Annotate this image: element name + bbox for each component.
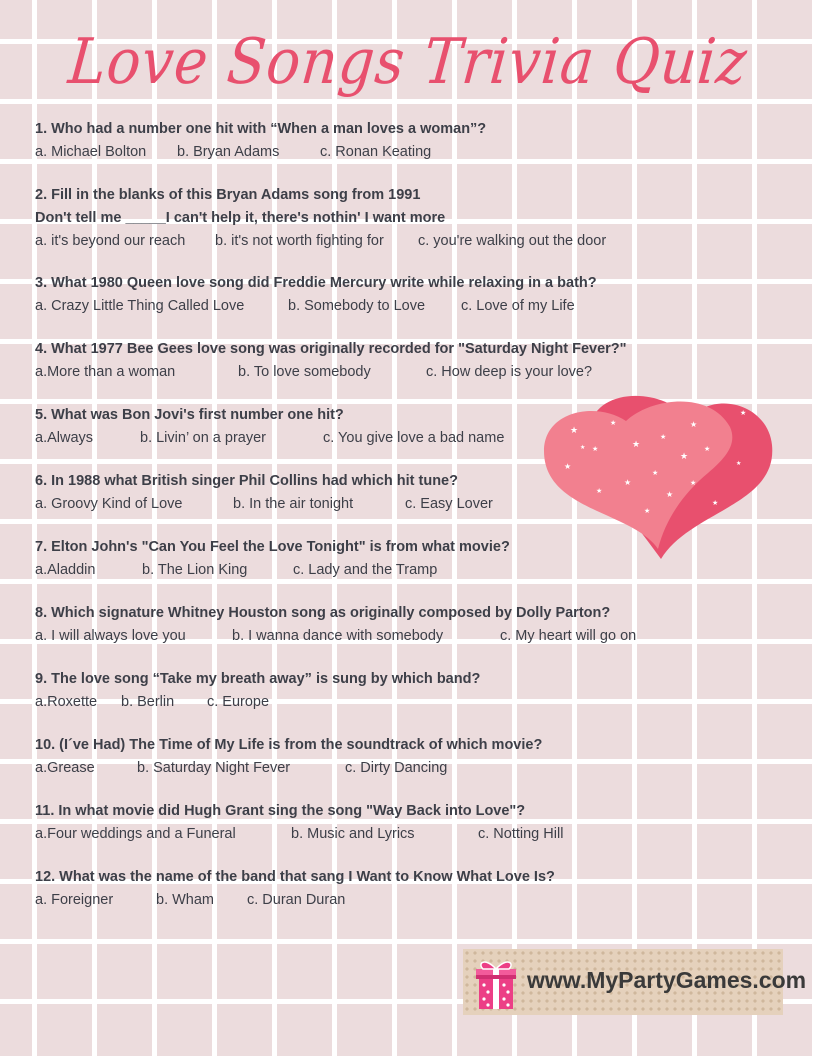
answer-options — [35, 823, 563, 846]
svg-text:★: ★ — [592, 446, 599, 453]
svg-text:★: ★ — [580, 445, 586, 451]
option-b: b. Wham — [156, 892, 215, 908]
question-text: 9. The love song “Take my breath away” is sung by which band? — [35, 671, 481, 687]
option-b: b. I wanna dance with somebody — [232, 628, 444, 644]
option-a: a. Foreigner — [35, 892, 114, 908]
answer-options — [35, 625, 636, 648]
option-a: a.Always — [35, 430, 94, 446]
option-b: b. it's not worth fighting for — [215, 233, 384, 249]
question-2 — [35, 184, 606, 253]
option-c: c. You give love a bad name — [323, 430, 505, 446]
svg-text:★: ★ — [564, 462, 572, 471]
option-a: a.Aladdin — [35, 562, 96, 578]
option-a: a.Grease — [35, 760, 95, 776]
option-b: b. Bryan Adams — [177, 144, 280, 160]
option-a: a. it's beyond our reach — [35, 233, 186, 249]
option-c: c. Notting Hill — [478, 826, 564, 842]
svg-text:★: ★ — [570, 425, 579, 435]
question-text: 11. In what movie did Hugh Grant sing the song "Way Back into Love"? — [35, 803, 526, 819]
option-b: b. Music and Lyrics — [291, 826, 415, 842]
option-c: c. Love of my Life — [461, 298, 575, 314]
logo-text: www.MyPartyGames.com — [527, 967, 807, 993]
svg-text:★: ★ — [704, 446, 711, 453]
option-b: b. To love somebody — [238, 364, 371, 380]
answer-options — [35, 141, 486, 164]
question-8 — [35, 602, 636, 648]
question-1 — [35, 118, 486, 164]
answer-options — [35, 361, 627, 384]
option-b: b. In the air tonight — [233, 496, 354, 512]
answer-options — [35, 230, 606, 253]
site-logo — [463, 949, 807, 1015]
svg-text:★: ★ — [712, 500, 719, 507]
question-11 — [35, 800, 563, 846]
answer-options — [35, 295, 597, 318]
option-c: c. Easy Lover — [405, 496, 493, 512]
question-text: 3. What 1980 Queen love song did Freddie Mercury write while relaxing in a bath? — [35, 275, 597, 291]
option-b: b. Saturday Night Fever — [137, 760, 291, 776]
answer-options — [35, 691, 480, 714]
option-a: a.More than a woman — [35, 364, 176, 380]
svg-text:★: ★ — [740, 410, 747, 417]
svg-text:★: ★ — [690, 420, 698, 429]
option-a: a.Four weddings and a Funeral — [35, 826, 236, 842]
question-4 — [35, 338, 627, 384]
option-a: a. Crazy Little Thing Called Love — [35, 298, 245, 314]
option-b: b. Somebody to Love — [288, 298, 426, 314]
option-a: a. Michael Bolton — [35, 144, 147, 160]
answer-options — [35, 889, 555, 912]
question-3 — [35, 272, 597, 318]
option-a: a. I will always love you — [35, 628, 186, 644]
option-c: c. you're walking out the door — [418, 233, 607, 249]
svg-text:★: ★ — [690, 480, 697, 487]
svg-text:★: ★ — [660, 434, 667, 441]
question-text: 10. (I´ve Had) The Time of My Life is from the soundtrack of which movie? — [35, 737, 543, 753]
option-c: c. Duran Duran — [247, 892, 346, 908]
question-text: 2. Fill in the blanks of this Bryan Adams song from 1991 — [35, 187, 421, 203]
gift-icon — [473, 955, 519, 1011]
heart-icon — [540, 393, 780, 563]
option-b: b. Berlin — [121, 694, 175, 710]
option-a: a.Roxette — [35, 694, 98, 710]
svg-text:★: ★ — [644, 508, 651, 515]
option-b: b. Livin’ on a prayer — [140, 430, 267, 446]
svg-text:★: ★ — [652, 470, 659, 477]
question-text: 5. What was Bon Jovi's first number one hit? — [35, 407, 344, 423]
answer-options — [35, 559, 510, 582]
svg-text:★: ★ — [680, 451, 689, 461]
option-c: c. Ronan Keating — [320, 144, 432, 160]
svg-text:★: ★ — [610, 420, 617, 427]
option-c: c. Europe — [207, 694, 270, 710]
option-b: b. The Lion King — [142, 562, 248, 578]
question-text-line-2: Don't tell me _____I can't help it, there's nothin' I want more — [35, 210, 446, 226]
svg-text:★: ★ — [736, 461, 742, 467]
answer-options — [35, 427, 504, 450]
answer-options — [35, 493, 493, 516]
question-6 — [35, 470, 493, 516]
option-c: c. How deep is your love? — [426, 364, 593, 380]
question-text: 7. Elton John's "Can You Feel the Love Tonight" is from what movie? — [35, 539, 510, 555]
option-a: a. Groovy Kind of Love — [35, 496, 183, 512]
option-c: c. My heart will go on — [500, 628, 637, 644]
question-text: 6. In 1988 what British singer Phil Collins had which hit tune? — [35, 473, 458, 489]
question-9 — [35, 668, 480, 714]
svg-text:★: ★ — [596, 488, 603, 495]
question-text: 1. Who had a number one hit with “When a man loves a woman”? — [35, 121, 487, 137]
question-12 — [35, 866, 555, 912]
question-text: 8. Which signature Whitney Houston song as originally composed by Dolly Parton? — [35, 605, 611, 621]
question-10 — [35, 734, 542, 780]
answer-options — [35, 757, 542, 780]
question-text: 12. What was the name of the band that sang I Want to Know What Love Is? — [35, 869, 555, 885]
option-c: c. Lady and the Tramp — [293, 562, 438, 578]
question-7 — [35, 536, 510, 582]
question-5 — [35, 404, 504, 450]
svg-text:★: ★ — [632, 439, 641, 449]
page-title: Love Songs Trivia Quiz — [65, 26, 751, 99]
svg-text:★: ★ — [666, 490, 674, 499]
option-c: c. Dirty Dancing — [345, 760, 448, 776]
svg-text:★: ★ — [624, 478, 632, 487]
question-text: 4. What 1977 Bee Gees love song was originally recorded for "Saturday Night Fever?" — [35, 341, 627, 357]
